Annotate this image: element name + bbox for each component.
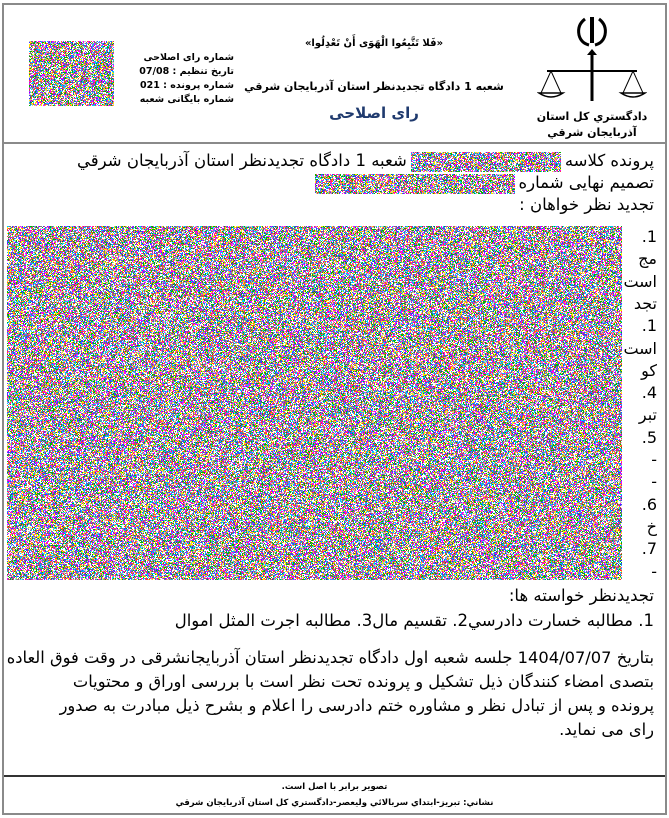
document-body bbox=[10, 150, 654, 216]
partial-line-fragment: 1. bbox=[641, 227, 657, 246]
document-meta bbox=[116, 51, 234, 107]
meta-case-number: شماره پرونده : 021 bbox=[140, 80, 234, 91]
partial-line-fragment: کو bbox=[641, 360, 657, 380]
partial-line-fragment: تبر bbox=[638, 405, 657, 425]
requests-section bbox=[6, 585, 654, 742]
partial-line-fragment: 7. bbox=[641, 539, 657, 559]
partial-line-fragment: 1. bbox=[641, 316, 657, 336]
ruling-paragraph bbox=[6, 646, 654, 742]
partial-line-fragment: است bbox=[623, 338, 657, 358]
partial-line-fragment: است bbox=[623, 271, 657, 291]
partial-line-fragment: خ bbox=[646, 516, 657, 536]
redacted-parties bbox=[7, 226, 622, 580]
paragraph-line: رای می نماید. bbox=[559, 720, 654, 739]
document-header bbox=[4, 5, 665, 144]
decision-line: تصمیم نهایی شماره bbox=[10, 172, 654, 194]
document-footer bbox=[4, 775, 665, 811]
partial-line-fragment: 4. bbox=[641, 383, 657, 403]
partial-line-fragment: - bbox=[651, 450, 657, 469]
partial-line-fragment: - bbox=[651, 561, 657, 581]
partial-line-fragment: مج bbox=[638, 249, 657, 269]
meta-issue-date: تاریخ تنظیم : 07/08 bbox=[139, 66, 234, 77]
paragraph-line: بتاریخ 1404/07/07 جلسه شعبه اول دادگاه تجدیدنظر استان آذربایجانشرقی در وقت فوق العاده bbox=[6, 648, 654, 667]
motto: «فَلا تَتَّبِعُوا الْهَوَى أَنْ تَعْدِلُوا» bbox=[304, 38, 444, 49]
certified-copy-note: تصویر برابر با اصل است. bbox=[281, 782, 388, 792]
requests-label: تجدیدنظر خواسته ها: bbox=[508, 586, 654, 605]
meta-ruling-number: شماره رای اصلاحی bbox=[143, 52, 234, 63]
judiciary-emblem-icon bbox=[537, 13, 647, 103]
redacted-case-number bbox=[411, 152, 561, 172]
court-address: نشاني: تبريز-ابتداي سربالائي وليعصر-دادگستري کل استان آذربايجان شرقي bbox=[175, 798, 494, 808]
court-name: دادگستري کل استان آذربايجان شرقي bbox=[536, 110, 648, 139]
appellants-label: تجدید نظر خواهان : bbox=[519, 195, 654, 214]
document-page bbox=[2, 3, 667, 815]
partial-line-fragment: - bbox=[651, 472, 657, 492]
case-line: پرونده کلاسهشعبه 1 دادگاه تجدیدنظر استان آذربایجان شرقي bbox=[77, 151, 654, 170]
paragraph-line: پرونده و پس از تبادل نظر و مشاوره ختم دادرسی را اعلام و بشرح ذیل مبادرت به صدور bbox=[59, 696, 654, 715]
paragraph-line: بتصدی امضاء کنندگان ذیل تشکیل و پرونده تحت نظر است با بررسی اوراق و محتویات bbox=[72, 672, 654, 691]
partial-line-fragment: 5. bbox=[641, 427, 657, 447]
partial-line-fragment: 6. bbox=[641, 494, 657, 514]
redacted-meta bbox=[29, 41, 114, 106]
partial-line-fragment: تجد bbox=[633, 293, 657, 313]
meta-archive-number: شماره بایگانی شعبه bbox=[139, 94, 234, 105]
branch-name: شعبه 1 دادگاه تجديدنظر استان آذربايجان شرقي bbox=[244, 80, 504, 93]
requests-list: 1. مطالبه خسارت دادرسي2. تقسیم مال3. مطالبه اجرت المثل اموال bbox=[174, 611, 654, 630]
document-title: رای اصلاحی bbox=[329, 104, 419, 122]
redacted-decision-number bbox=[315, 174, 515, 194]
